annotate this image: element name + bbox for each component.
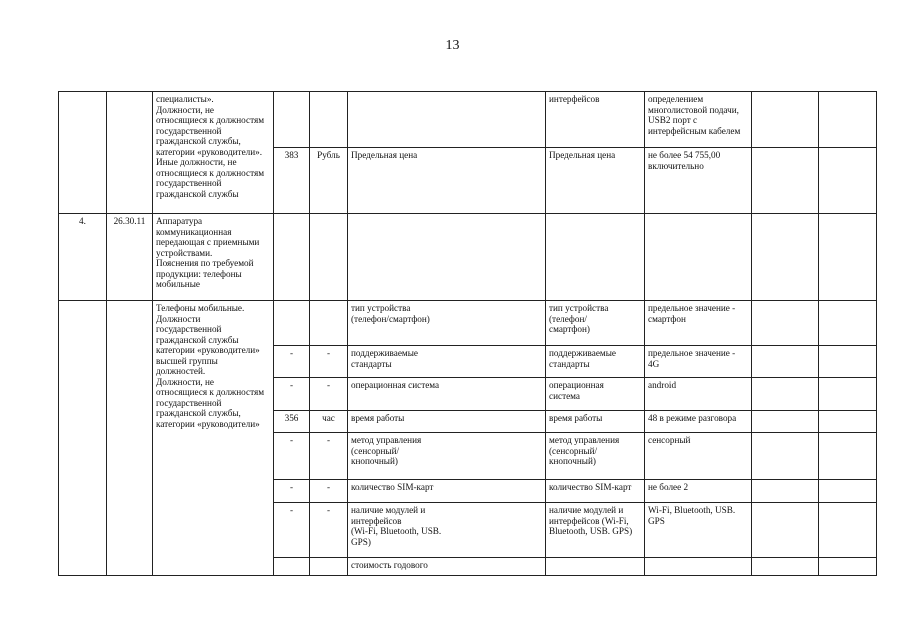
cell-characteristic: количество SIM-карт xyxy=(348,480,546,503)
cell-description: Аппаратура коммуникационная передающая с приемными устройствами. Пояснения по требуемой продукции: телефоны мобильные xyxy=(153,214,274,301)
cell-description: Телефоны мобильные. Должности государственной гражданской службы категории «руководители» высшей группы должностей. Должности, не относящиеся к должностям государственной гражданской службы, категории «руководители» xyxy=(153,301,274,576)
cell-value: android xyxy=(645,378,752,411)
cell-value: сенсорный xyxy=(645,433,752,480)
cell-unit xyxy=(310,558,348,576)
cell-extra-2 xyxy=(819,503,877,558)
cell-number: 4. xyxy=(59,214,107,301)
cell-value: предельное значение - смартфон xyxy=(645,301,752,346)
cell-extra-1 xyxy=(752,378,819,411)
table-row xyxy=(59,214,877,301)
cell-characteristic-2 xyxy=(546,558,645,576)
cell-characteristic-2: количество SIM-карт xyxy=(546,480,645,503)
cell-extra-1 xyxy=(752,346,819,378)
cell-characteristic-2: интерфейсов xyxy=(546,92,645,148)
cell-extra-1 xyxy=(752,411,819,433)
cell-description: специалисты». Должности, не относящиеся к должностям государственной гражданской службы, категории «руководители». Иные должности, не относящиеся к должностям государственной гражданской службы xyxy=(153,92,274,214)
cell-unit xyxy=(310,301,348,346)
cell-extra-2 xyxy=(819,558,877,576)
cell-extra-1 xyxy=(752,214,819,301)
cell-characteristic: время работы xyxy=(348,411,546,433)
cell-value: предельное значение - 4G xyxy=(645,346,752,378)
cell-extra-1 xyxy=(752,148,819,214)
cell-characteristic-2: поддерживаемые стандарты xyxy=(546,346,645,378)
cell-extra-2 xyxy=(819,148,877,214)
cell-extra-1 xyxy=(752,301,819,346)
cell-code xyxy=(274,301,310,346)
cell-extra-2 xyxy=(819,346,877,378)
cell-unit: - xyxy=(310,378,348,411)
cell-characteristic-2: метод управления (сенсорный/ кнопочный) xyxy=(546,433,645,480)
cell-extra-2 xyxy=(819,433,877,480)
cell-value: не более 54 755,00 включительно xyxy=(645,148,752,214)
cell-characteristic: поддерживаемые стандарты xyxy=(348,346,546,378)
cell-extra-2 xyxy=(819,411,877,433)
table-row xyxy=(59,301,877,346)
cell-value xyxy=(645,558,752,576)
cell-characteristic: операционная система xyxy=(348,378,546,411)
cell-code: - xyxy=(274,433,310,480)
cell-value: 48 в режиме разговора xyxy=(645,411,752,433)
cell-unit: - xyxy=(310,433,348,480)
cell-code: - xyxy=(274,503,310,558)
cell-code: - xyxy=(274,346,310,378)
cell-characteristic: Предельная цена xyxy=(348,148,546,214)
cell-extra-2 xyxy=(819,92,877,148)
cell-characteristic xyxy=(348,214,546,301)
cell-extra-2 xyxy=(819,480,877,503)
cell-value: определением многолистовой подачи, USB2 порт с интерфейсным кабелем xyxy=(645,92,752,148)
cell-unit: - xyxy=(310,503,348,558)
cell-unit: - xyxy=(310,480,348,503)
page-number: 13 xyxy=(445,38,460,53)
cell-characteristic-2 xyxy=(546,214,645,301)
cell-characteristic-2: операционная система xyxy=(546,378,645,411)
cell-characteristic-2: тип устройства (телефон/ смартфон) xyxy=(546,301,645,346)
cell-extra-1 xyxy=(752,92,819,148)
cell-code xyxy=(274,214,310,301)
cell-value: не более 2 xyxy=(645,480,752,503)
cell-extra-2 xyxy=(819,378,877,411)
cell-characteristic-2: время работы xyxy=(546,411,645,433)
cell-unit: - xyxy=(310,346,348,378)
cell-okpd xyxy=(107,92,153,214)
cell-characteristic: наличие модулей и интерфейсов (Wi-Fi, Bluetooth, USB. GPS) xyxy=(348,503,546,558)
cell-extra-2 xyxy=(819,214,877,301)
cell-unit xyxy=(310,92,348,148)
cell-characteristic: стоимость годового xyxy=(348,558,546,576)
cell-extra-1 xyxy=(752,558,819,576)
cell-characteristic xyxy=(348,92,546,148)
cell-extra-1 xyxy=(752,433,819,480)
specification-table xyxy=(58,91,877,576)
cell-value xyxy=(645,214,752,301)
cell-characteristic-2: наличие модулей и интерфейсов (Wi-Fi, Bluetooth, USB. GPS) xyxy=(546,503,645,558)
cell-code: 383 xyxy=(274,148,310,214)
cell-code: - xyxy=(274,378,310,411)
cell-value: Wi-Fi, Bluetooth, USB. GPS xyxy=(645,503,752,558)
cell-okpd xyxy=(107,301,153,576)
cell-code: - xyxy=(274,480,310,503)
cell-unit: час xyxy=(310,411,348,433)
cell-characteristic: тип устройства (телефон/смартфон) xyxy=(348,301,546,346)
cell-number xyxy=(59,301,107,576)
cell-extra-2 xyxy=(819,301,877,346)
cell-extra-1 xyxy=(752,480,819,503)
table-row xyxy=(59,92,877,148)
cell-unit xyxy=(310,214,348,301)
cell-number xyxy=(59,92,107,214)
cell-characteristic-2: Предельная цена xyxy=(546,148,645,214)
cell-code: 356 xyxy=(274,411,310,433)
cell-extra-1 xyxy=(752,503,819,558)
cell-code xyxy=(274,92,310,148)
cell-okpd: 26.30.11 xyxy=(107,214,153,301)
cell-unit: Рубль xyxy=(310,148,348,214)
cell-characteristic: метод управления (сенсорный/ кнопочный) xyxy=(348,433,546,480)
cell-code xyxy=(274,558,310,576)
